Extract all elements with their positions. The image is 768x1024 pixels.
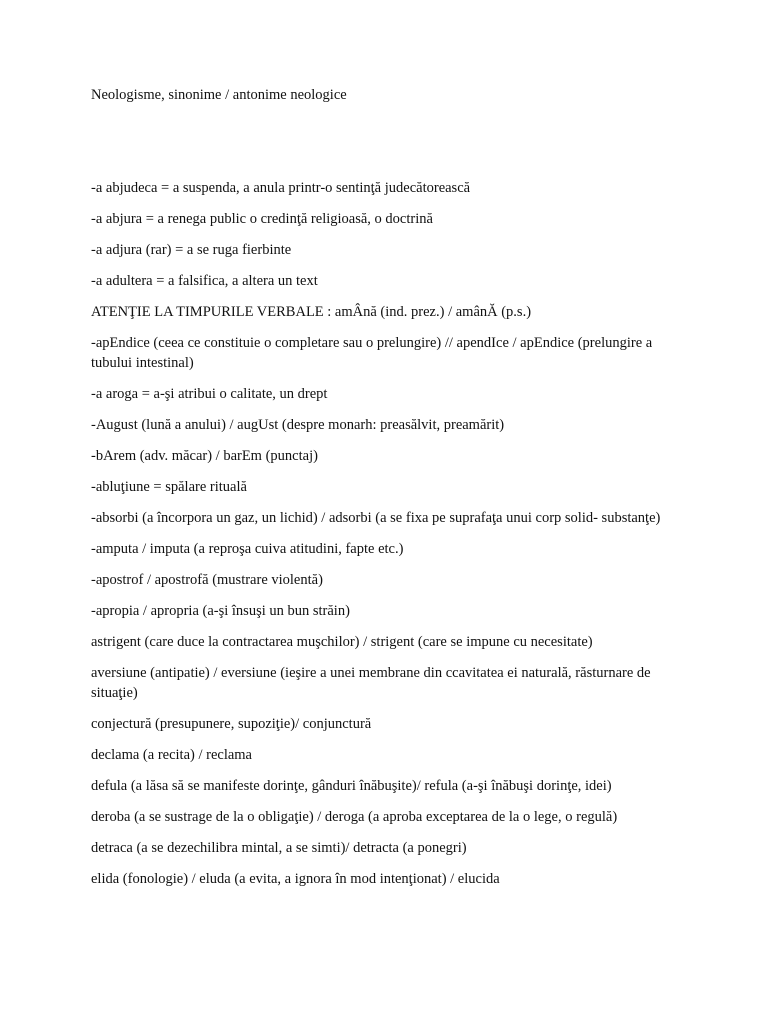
entry-item: -a abjudeca = a suspenda, a anula printr-o sentinţă judecătorească <box>91 180 471 196</box>
entry-item: -absorbi (a încorpora un gaz, un lichid) / adsorbi (a se fixa pe suprafaţa unui corp solid- substanţe) <box>91 510 661 526</box>
entry-item: detraca (a se dezechilibra mintal, a se simti)/ detracta (a ponegri) <box>91 840 467 856</box>
entry-item: -abluţiune = spălare rituală <box>91 479 247 495</box>
entry-item: -bArem (adv. măcar) / barEm (punctaj) <box>91 448 318 464</box>
entry-item: ATENŢIE LA TIMPURILE VERBALE : amÂnă (ind. prez.) / amânĂ (p.s.) <box>91 304 532 320</box>
entry-item: -apostrof / apostrofă (mustrare violentă) <box>91 572 323 588</box>
entry-item: elida (fonologie) / eluda (a evita, a ignora în mod intenţionat) / elucida <box>91 871 500 887</box>
entry-list <box>91 178 691 900</box>
entry-item: aversiune (antipatie) / eversiune (ieşire a unei membrane din ccavitatea ei naturală, răsturnare de situaţie) <box>91 665 651 701</box>
entry-item: deroba (a se sustrage de la o obligaţie) / deroga (a aproba exceptarea de la o lege, o regulă) <box>91 809 618 825</box>
entry-item: astrigent (care duce la contractarea muşchilor) / strigent (care se impune cu necesitate) <box>91 634 593 650</box>
entry-item: -a adultera = a falsifica, a altera un text <box>91 273 318 289</box>
entry-item: -a abjura = a renega public o credinţă religioasă, o doctrină <box>91 211 433 227</box>
entry-item: defula (a lăsa să se manifeste dorinţe, gânduri înăbuşite)/ refula (a-şi înăbuşi dorinţe, idei) <box>91 778 612 794</box>
entry-item: conjectură (presupunere, supoziţie)/ conjunctură <box>91 716 372 732</box>
entry-item: declama (a recita) / reclama <box>91 747 252 763</box>
entry-item: -a aroga = a-şi atribui o calitate, un drept <box>91 386 328 402</box>
entry-item: -August (lună a anului) / augUst (despre monarh: preasălvit, preamărit) <box>91 417 505 433</box>
entry-item: -apropia / apropria (a-şi însuşi un bun străin) <box>91 603 350 619</box>
document-title: Neologisme, sinonime / antonime neologice <box>91 87 347 103</box>
entry-item: -amputa / imputa (a reproşa cuiva atitudini, fapte etc.) <box>91 541 404 557</box>
entry-item: -a adjura (rar) = a se ruga fierbinte <box>91 242 292 258</box>
entry-item: -apEndice (ceea ce constituie o completare sau o prelungire) // apendIce / apEndice (prelungire a tubului intestinal) <box>91 335 653 371</box>
